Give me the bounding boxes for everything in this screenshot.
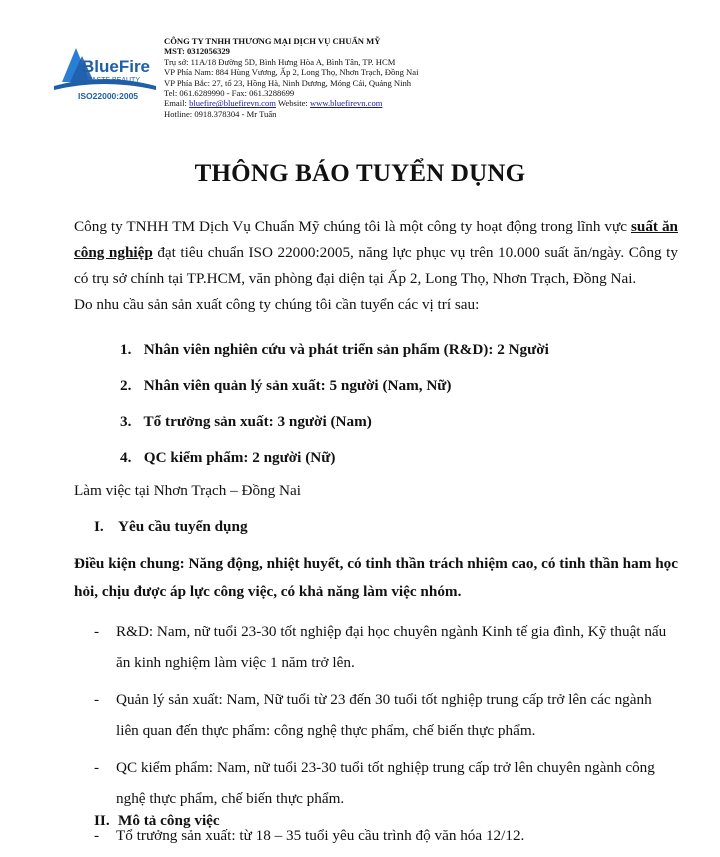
company-info bbox=[164, 36, 418, 119]
company-name: CÔNG TY TNHH THƯƠNG MẠI DỊCH VỤ CHUẨN MỸ bbox=[164, 36, 381, 46]
list-item: - R&D: Nam, nữ tuổi 23-30 tốt nghiệp đại học chuyên ngành Kinh tế gia đình, Kỹ thuật nấu ăn kinh nghiệm làm việc 1 năm trở lên. bbox=[94, 623, 667, 671]
section-heading: II. Mô tả công việc bbox=[94, 812, 220, 829]
address-line: VP Phía Nam: 884 Hùng Vương, Ấp 2, Long Thọ, Nhơn Trạch, Đồng Nai bbox=[164, 67, 419, 78]
intro-paragraph: Công ty TNHH TM Dịch Vụ Chuẩn Mỹ chúng tôi là một công ty hoạt động trong lĩnh vực suất ăn công nghiệp đạt tiêu chuẩn ISO 22000:2005, năng lực phục vụ trên 10.000 suất ăn/ngày. Công ty có trụ sở chính tại TP.HCM, văn phòng đại diện tại Ấp 2, Long Thọ, Nhơn Trạch, Đồng Nai. bbox=[74, 218, 678, 287]
logo-tagline: TASTE BEAUTY bbox=[88, 77, 140, 84]
list-item: 2. Nhân viên quản lý sản xuất: 5 người (Nam, Nữ) bbox=[120, 377, 452, 394]
list-item: 1. Nhân viên nghiên cứu và phát triển sản phẩm (R&D): 2 Người bbox=[120, 341, 549, 358]
letterhead bbox=[0, 0, 720, 140]
list-item: - Tổ trưởng sản xuất: từ 18 – 35 tuổi yêu cầu trình độ văn hóa 12/12. bbox=[94, 827, 525, 844]
intro-need: Do nhu cầu sản sản xuất công ty chúng tôi cần tuyển các vị trí sau: bbox=[74, 296, 480, 313]
highlight-industry: suất ăn công nghiệp bbox=[74, 218, 678, 261]
logo-iso: ISO22000:2005 bbox=[78, 91, 139, 101]
page-title: THÔNG BÁO TUYỂN DỤNG bbox=[194, 160, 526, 187]
list-item: - QC kiểm phẩm: Nam, nữ tuổi 23-30 tuổi tốt nghiệp trung cấp trở lên chuyên ngành công nghệ thực phẩm, chế biến thực phẩm. bbox=[94, 759, 655, 807]
email-link[interactable]: bluefire@bluefirevn.com bbox=[189, 98, 276, 109]
list-item: - Quản lý sản xuất: Nam, Nữ tuổi từ 23 đến 30 tuổi tốt nghiệp trung cấp trở lên các ngành liên quan đến thực phẩm: công nghệ thực phẩm, chế biến thực phẩm. bbox=[94, 691, 652, 739]
section-heading: I. Yêu cầu tuyển dụng bbox=[94, 518, 248, 535]
address-line: Trụ sở: 11A/18 Đường 5D, Bình Hưng Hòa A, Bình Tân, TP. HCM bbox=[164, 56, 396, 67]
address-line: VP Phía Bắc: 27, tổ 23, Hồng Hà, Ninh Dương, Móng Cái, Quảng Ninh bbox=[164, 77, 412, 88]
work-location: Làm việc tại Nhơn Trạch – Đồng Nai bbox=[74, 482, 301, 499]
hotline: Hotline: 0918.378304 - Mr Tuấn bbox=[164, 108, 277, 119]
website-link[interactable]: www.bluefirevn.com bbox=[309, 98, 383, 109]
phone-line: Tel: 061.6289990 - Fax: 061.3288699 bbox=[164, 88, 295, 99]
contact-line: Email: bluefire@bluefirevn.com Website: www.bluefirevn.com bbox=[164, 98, 383, 109]
logo-brand: BlueFire bbox=[82, 57, 151, 76]
bluefire-logo bbox=[48, 42, 160, 102]
general-conditions: Điều kiện chung: Năng động, nhiệt huyết, có tinh thần trách nhiệm cao, có tinh thần ham học hỏi, chịu được áp lực công việc, có khả năng làm việc nhóm. bbox=[74, 555, 678, 600]
list-item: 3. Tổ trưởng sản xuất: 3 người (Nam) bbox=[120, 413, 372, 430]
tax-code: MST: 0312056329 bbox=[164, 46, 230, 57]
list-item: 4. QC kiểm phẩm: 2 người (Nữ) bbox=[120, 449, 336, 466]
document-body bbox=[74, 214, 678, 857]
positions-list bbox=[74, 332, 678, 476]
